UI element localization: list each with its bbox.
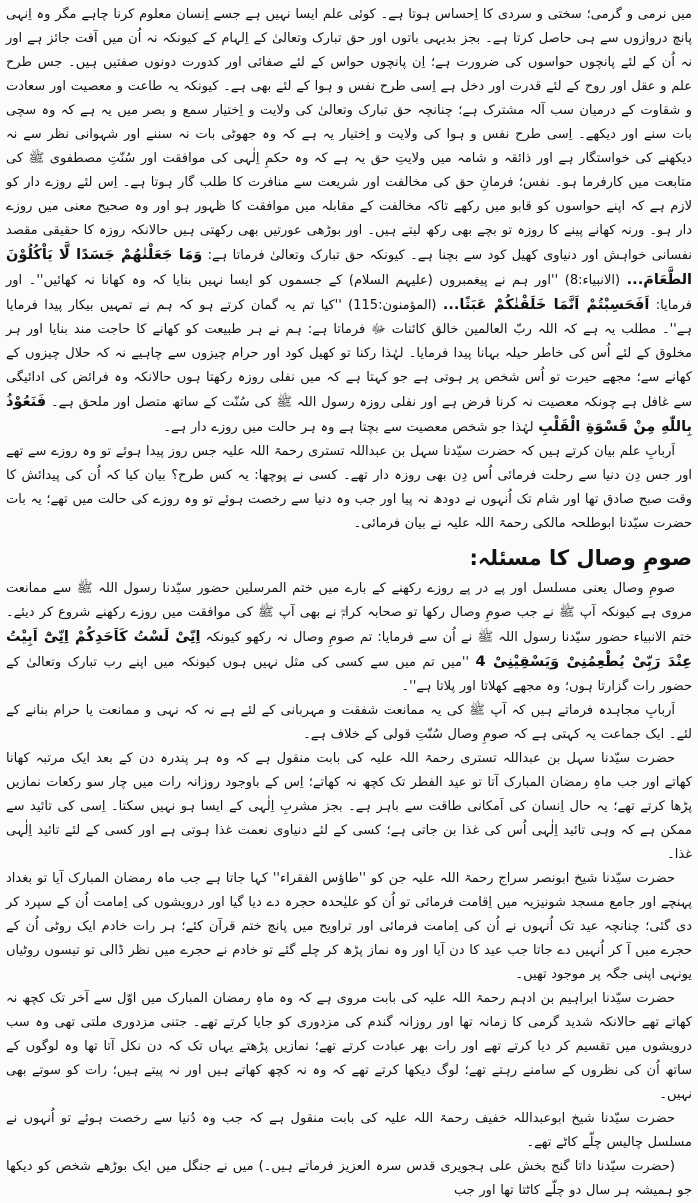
body-text: اَربابِ علم بیان کرتے ہیں کہ حضرت سیّدنا سہل بن عبداللہ تستری رحمۃ اللہ علیہ جس روز پیدا ہوئے تو وہ روزے سے تھے اور جس دِن دنیا سے رحلت فرمائی اُس دِن بھی روزہ دار تھے۔ کسی نے پوچھا: یہ کس طرح؟ بیان کیا کہ اُن کی پیدائش کا وقت صبح صادق تھا اور شام تک اُنہوں نے دودھ نہ پیا اور جب وہ دنیا سے رخصت ہوئے تو وہ روزے کی حالت میں تھے؛ یہ بات حضرت سیّدنا ابوطلحہ مالکی رحمۃ اللہ علیہ نے بیان فرمائی۔ [6, 444, 692, 531]
body-text: میں نرمی و گرمی؛ سختی و سردی کا اِحساس ہوتا ہے۔ کوئی علم ایسا نہیں ہے جسے اِنسان معلوم کرنا چاہے مگر وہ اِنہی پانچ دروازوں سے ہی حاصل کرتا ہے۔ بجز بدیہی باتوں اور حق تبارک وتعالیٰ کے اِلہام کے کیونکہ نہ اُن میں آفت جائز ہے اور نہ اُن کے لئے پانچوں حواسوں کی ضرورت ہے؛ اِن پانچوں حواس کے لئے صفائی اور کدورت دونوں صفتیں ہیں۔ جس طرح علم و عقل اور روح کے لئے قدرت اور دخل ہے اِسی طرح نفس و ہوا کے لئے بھی ہے۔ کیونکہ یہ طاعت و معصیت اور سعادت و شقاوت کے درمیان سب آلہ مشترک ہے؛ چنانچہ حق تبارک وتعالیٰ کی ولایت و اِختیار سمع و بصر میں یہ ہے کہ وہ سچی بات سنے اور دیکھے۔ اِسی طرح نفس و ہوا کی ولایت و اِختیار یہ ہے کہ وہ جھوٹی بات نہ سننے اور شہوانی نظر سے نہ دیکھنے کی خواستگار ہے اور ذائقہ و شامہ میں ولایتِ حق یہ ہے کہ وہ حکمِ اِلٰہی کی موافقت اور سُنّتِ مصطفوی ﷺ کی متابعت میں کارفرما ہو۔ نفس؛ فرمانِ حق کی مخالفت اور شریعت سے منافرت کا طلب گار ہوتا ہے۔ اِس لئے روزے دار کو لازم ہے کہ اپنے حواسوں کو قابو میں رکھے تاکہ مخالفت کے مقابلہ میں موافقت کا ظہور ہو اور وہ صحیح معنی میں روزے دار ہو۔ ورنہ کھانے پینے کا روزہ تو بچے بھی رکھ لیتے ہیں۔ اور بوڑھی عورتیں بھی رکھتی ہیں حالانکہ روزہ کا حقیقی مقصد نفسانی خواہش اور دنیاوی کھیل کود سے بچنا ہے۔ کیونکہ حق تبارک وتعالیٰ فرماتا ہے: [6, 7, 692, 263]
section-heading: صومِ وصال کا مسئلہ: [469, 546, 692, 570]
body-text: حضرت سیّدنا شیخ ابوعبداللہ خفیف رحمۃ اللہ علیہ کی بابت منقول ہے کہ جب وہ دُنیا سے رخصت ہوئے تو اُنہوں نے مسلسل چالیس چلّے کاٹے تھے۔ [6, 1111, 692, 1150]
body-text: حضرت سیّدنا سہل بن عبداللہ تستری رحمۃ اللہ علیہ کی بابت منقول ہے کہ وہ ہر پندرہ دن کے بعد ایک مرتبہ کھانا کھاتے اور جب ماہِ رمضان المبارک آتا تو عید الفطر تک کچھ نہ کھاتے؛ اِس کے باوجود روزانہ رات میں چار سو رکعات نمازیں پڑھا کرتے تھے؛ یہ حال اِنسان کی اَمکانی طاقت سے باہر ہے۔ بجز مشربِ اِلٰہی کے ایسا ہو نہیں سکتا۔ اِسی کی تائید سے ممکن ہے کہ وہی تائید اِلٰہی اُس کی غذا بن جاتی ہے؛ کسی کے لئے دنیاوی نعمت غذا ہوتی ہے اور کسی کے لئے تائید اِلٰہی غذا۔ [6, 751, 692, 862]
paragraph [6, 987, 692, 1107]
quran-verse: اِنِّیْ لَسْتُ کَاَحَدِکُمْ اِنِّیْٓ اَبِیْتُ عِنْدَ رَبِّیْ یُطْعِمُنِیْ وَیَسْقِیْنِیْ 4 [6, 629, 692, 670]
paragraph [6, 1155, 692, 1203]
body-text: (حضرت سیّدنا داتا گنج بخش علی ہجویری قدس سرہ العزیز فرماتے ہیں۔) میں نے جنگل میں ایک بوڑھے شخص کو دیکھا جو ہمیشہ ہر سال دو چلّے کاٹتا تھا اور جب [6, 1159, 692, 1198]
document-body [6, 3, 692, 1203]
paragraph [6, 699, 692, 747]
quran-verse: اَفَحَسِبْتُمْ اَنَّمَا خَلَقْنٰكُمْ عَبَثًا... [442, 297, 650, 313]
body-text: حضرت سیّدنا شیخ ابونصر سراج رحمۃ اللہ علیہ جن کو ''طاؤس الفقراء'' کہا جاتا ہے جب ماہ رمضان المبارک آیا تو بغداد پہنچے اور جامع مسجد شونیزیہ میں اِقامت فرمائی تو اُن کو علیٰحدہ حجرہ دے دیا گیا اور درویشوں کی اِمامت اُن کے سپرد کر دی گئی؛ چنانچہ عید تک اُنہوں نے اُن کی اِمامت فرمائی اور تراویح میں پانچ ختم قرآن کئے؛ ہر رات خادم ایک روٹی اُن کے حجرے میں آ کر اُنہیں دے جاتا جب عید کا دن آیا اور وہ نماز پڑھ کر چلے گئے تو خادم نے حجرے میں نظر ڈالی تو تیسوں روٹیاں یونہی اپنی جگہ پر موجود تھیں۔ [6, 871, 692, 982]
body-text: ''میں تم میں سے کسی کی مثل نہیں ہوں کیونکہ میں اپنے رب تبارک وتعالیٰ کے حضور رات گزارتا ہوں؛ وہ مجھے کھلاتا اور پلاتا ہے''۔ [6, 655, 692, 694]
body-text: حضرت سیّدنا ابراہیم بن ادہم رحمۃ اللہ علیہ کی بابت مروی ہے کہ وہ ماہِ رمضان المبارک میں اوّل سے آخر تک کچھ نہ کھاتے تھے حالانکہ شدید گرمی کا زمانہ تھا اور روزانہ گندم کی مزدوری کو جایا کرتے تھے۔ جتنی مزدوری ملتی تھی وہ سب درویشوں میں تقسیم کر دیا کرتے تھے اور رات بھر عبادت کرتے تھے؛ نمازیں پڑھتے یہاں تک کہ دن نکل آتا تھا وہ لوگوں کے ساتھ اُن کی نظروں کے سامنے رہتے تھے؛ لوگ دیکھا کرتے تھے کہ وہ نہ کچھ کھاتے ہیں اور نہ پیتے ہیں؛ رات کو سوتے بھی نہیں۔ [6, 991, 692, 1102]
quran-verse: فَنَعُوْذُ بِاللّٰهِ مِنْ قَسْوَةِ الْقَلْبِ [6, 394, 692, 435]
paragraph [6, 3, 692, 440]
body-text: صومِ وصال یعنی مسلسل اور پے در پے روزے رکھنے کے بارے میں ختم المرسلین حضور سیّدنا رسول اللہ ﷺ سے ممانعت مروی ہے کیونکہ آپ ﷺ نے جب صومِ وصال رکھا تو صحابہ کرامؓ نے بھی آپ ﷺ کی موافقت میں روزے رکھنے شروع کر دیئے۔ ختم الانبیاء حضور سیّدنا رسول اللہ ﷺ نے اُن سے فرمایا: تم صومِ وصال نہ رکھو کیونکہ [6, 581, 692, 645]
body-text: اَربابِ مجاہدہ فرماتے ہیں کہ آپ ﷺ کی یہ ممانعت شفقت و مہربانی کے لئے ہے نہ کہ نہی و ممانعت یا حرام بنانے کے لئے۔ ایک جماعت یہ کہتی ہے کہ صومِ وصال سُنّتِ قولی کے خلاف ہے۔ [6, 703, 692, 742]
body-text: (الانبیاء:8) ''اور ہم نے پیغمبروں (علیہم السلام) کے جسموں کو ایسا نہیں بنایا کہ وہ کھانا نہ کھائیں''۔ اور فرمایا: [6, 273, 693, 313]
paragraph [6, 867, 692, 987]
body-text: لہٰذا جو شخص معصیت سے بچتا ہے وہ ہر حالت میں روزے دار ہے۔ [163, 420, 539, 435]
quran-verse: وَمَا جَعَلْنٰهُمْ جَسَدًا لَّا يَاْكُلُوْنَ الطَّعَامَ... [6, 247, 692, 288]
paragraph [6, 440, 692, 536]
body-text: (المؤمنون:115) ''کیا تم یہ گمان کرتے ہو کہ ہم نے تمہیں بیکار پیدا فرمایا ہے''۔ مطلب یہ ہے کہ اللہ ربّ العالمین خالق کائنات ﷻ فرماتا ہے: ہم نے ہر طبیعت کو کھانے کا حاجت مند بنایا اور ہر مخلوق کے لئے اُس کی خاطر حیلہ بہانا پیدا فرمایا۔ لہٰذا رکنا تو کھیل کود اور حرام چیزوں سے چاہیے نہ کہ حلال چیزوں کے کھانے سے؛ مجھے حیرت تو اُس شخص پر ہوتی ہے جو کہتا ہے کہ میں نفلی روزہ رکھتا ہوں حالانکہ وہ فرائض کی ادائیگی سے غافل ہے چونکہ معصیت نہ کرنا فرض ہے اور نفلی روزہ رسول اللہ ﷺ کی سُنّت کے ساتھ متصل اور ملحق ہے۔ [6, 298, 692, 410]
paragraph [6, 1107, 692, 1155]
paragraph [6, 577, 692, 699]
paragraph [6, 747, 692, 867]
